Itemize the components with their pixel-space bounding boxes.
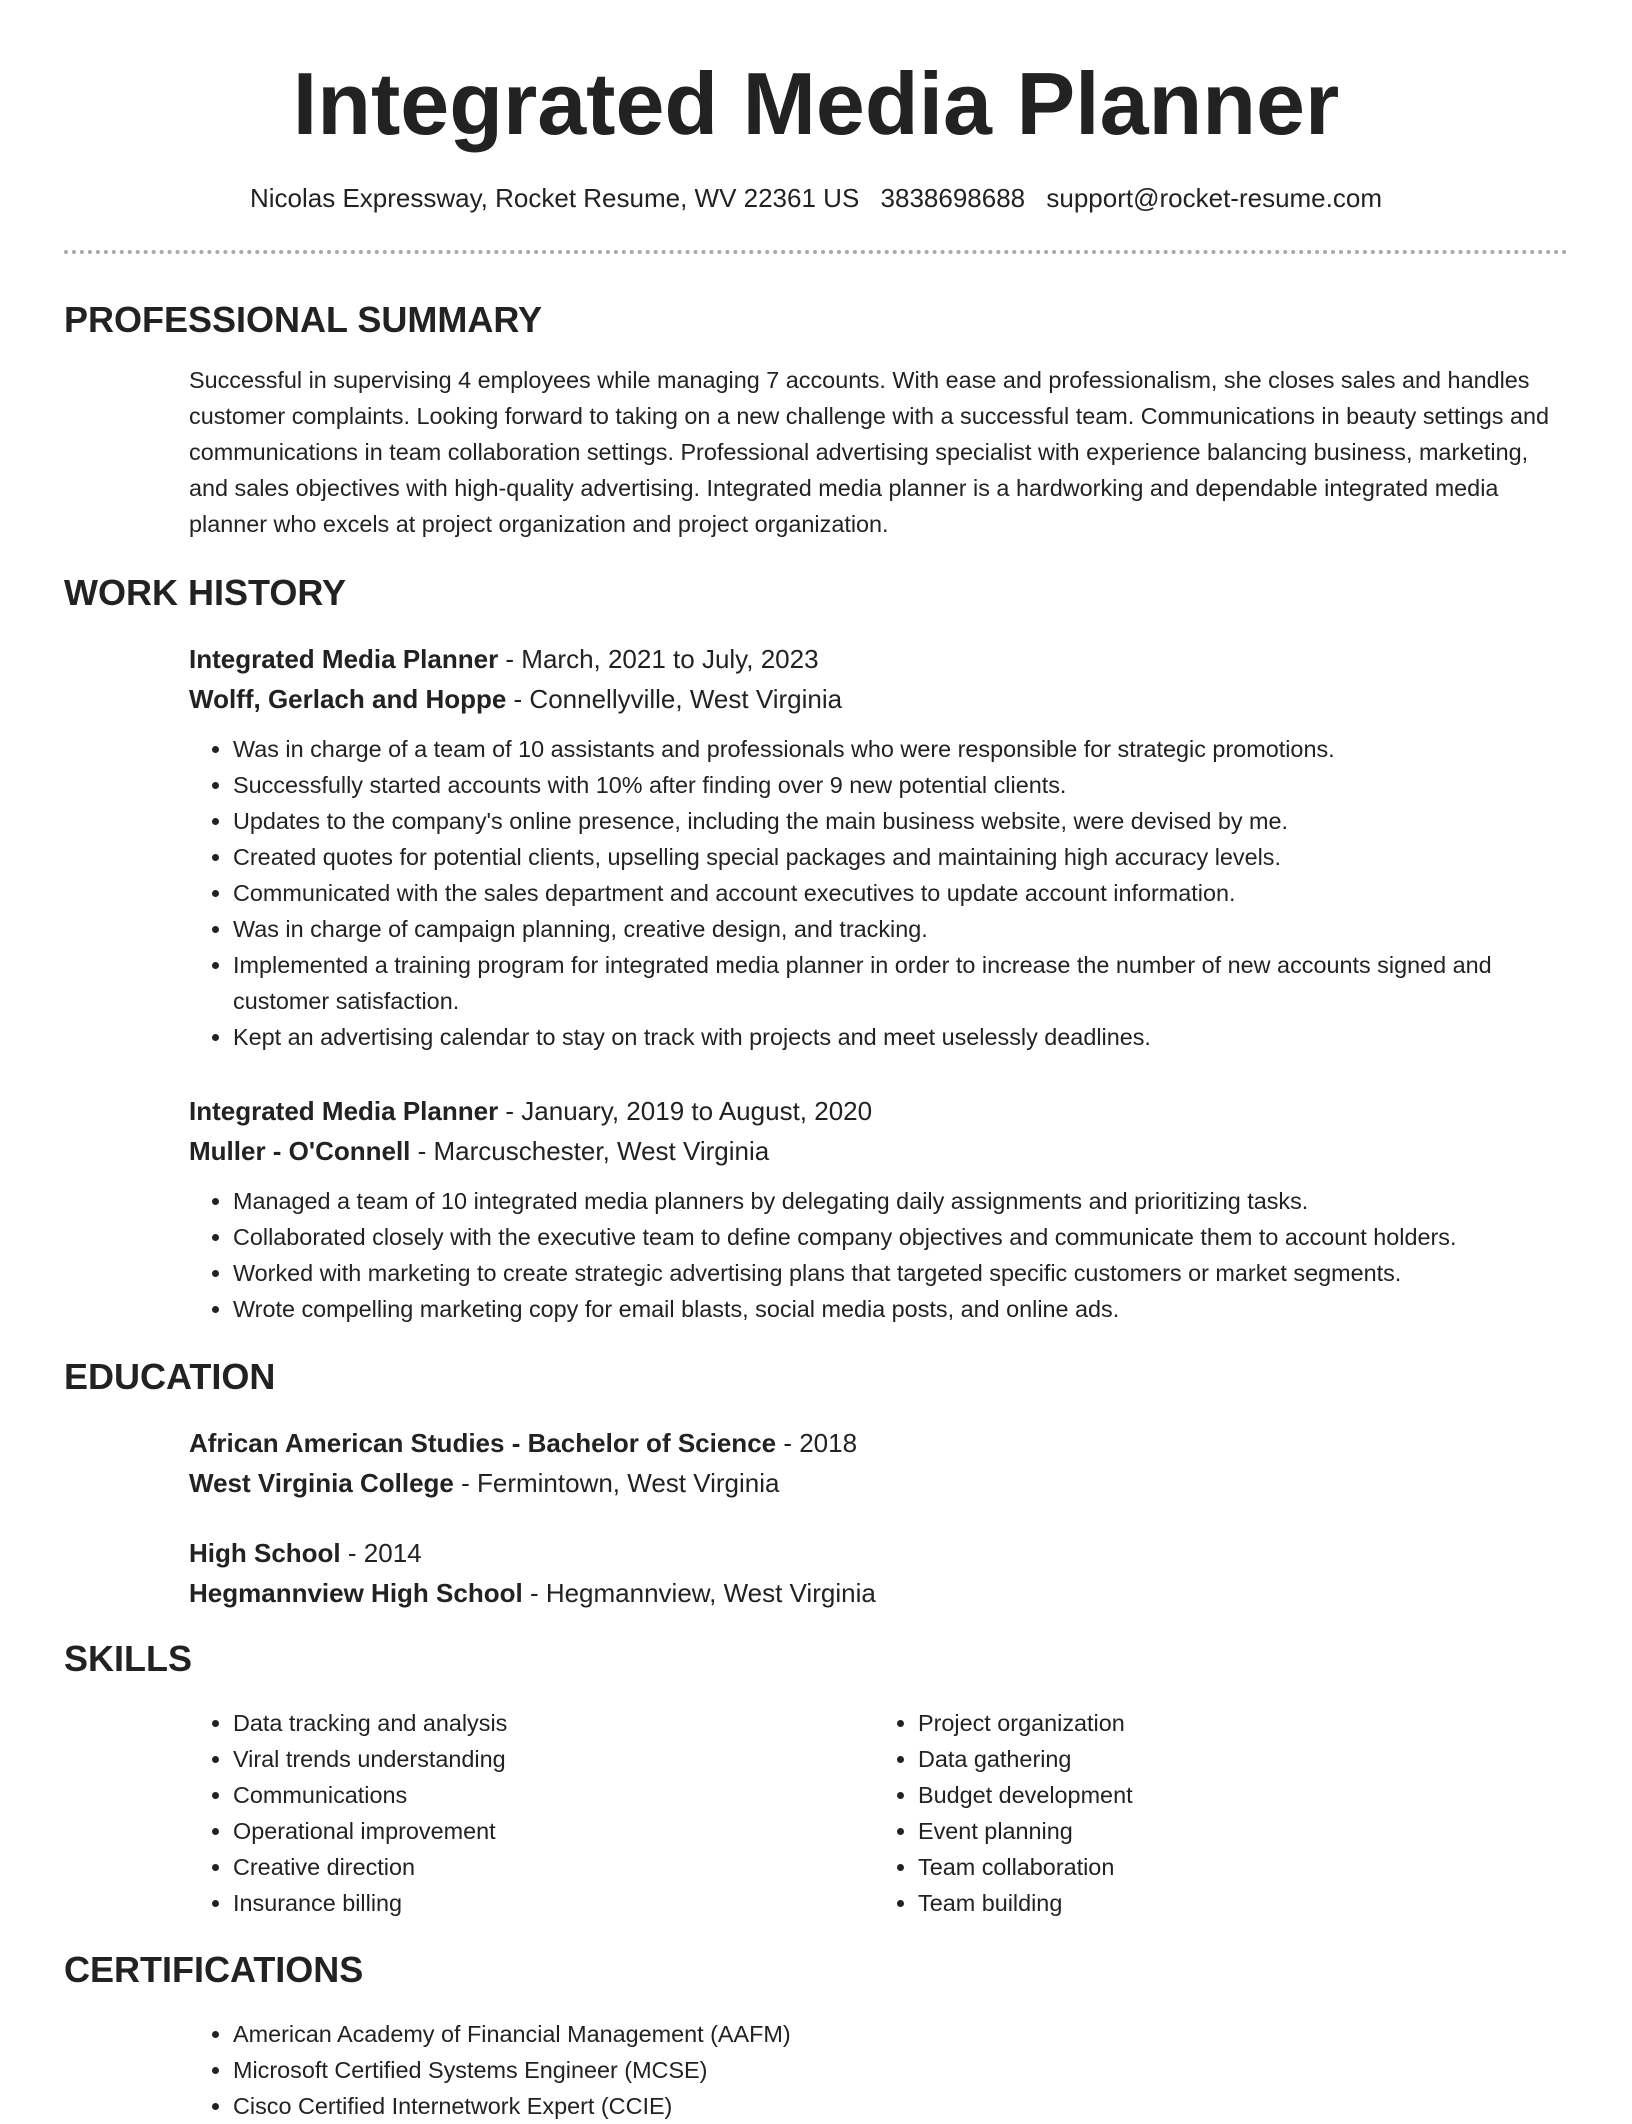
certifications-block <box>189 2016 1559 2124</box>
skills-grid <box>189 1705 1559 1921</box>
list-item: • Collaborated closely with the executive team to define company objectives and communicate them to account holders. <box>233 1219 1559 1255</box>
skill-item: • Communications <box>233 1777 874 1813</box>
education-school: West Virginia College <box>189 1468 454 1498</box>
skill-item: • Data tracking and analysis <box>233 1705 874 1741</box>
job-company-line <box>189 679 1559 719</box>
list-item: • Worked with marketing to create strategic advertising plans that targeted specific customers or market segments. <box>233 1255 1559 1291</box>
job-entry-2 <box>189 1091 1559 1327</box>
skill-item: • Operational improvement <box>233 1813 874 1849</box>
list-item: • Was in charge of campaign planning, creative design, and tracking. <box>233 911 1559 947</box>
job-title-line <box>189 1091 1559 1131</box>
skill-item: • Creative direction <box>233 1849 874 1885</box>
education-degree-line <box>189 1533 1559 1573</box>
skill-item: • Project organization <box>918 1705 1559 1741</box>
job-title: Integrated Media Planner <box>189 1096 499 1126</box>
certifications-list <box>189 2016 1559 2124</box>
job-company: Wolff, Gerlach and Hoppe <box>189 684 507 714</box>
contact-line <box>0 180 1632 216</box>
job-location: - Connellyville, West Virginia <box>506 684 843 714</box>
header-divider <box>64 250 1568 254</box>
job-bullets <box>189 731 1559 1055</box>
list-item: • Updates to the company's online presence, including the main business website, were devised by me. <box>233 803 1559 839</box>
job-dates: - March, 2021 to July, 2023 <box>498 644 819 674</box>
skills-heading: SKILLS <box>64 1638 193 1679</box>
education-entry-2 <box>189 1533 1559 1613</box>
skills-list-right <box>874 1705 1559 1921</box>
summary-text: Successful in supervising 4 employees while managing 7 accounts. With ease and professionalism, she closes sales and handles customer complaints. Looking forward to taking on a new challenge with a successful team. Communications in beauty settings and communications in team collaboration settings. Professional advertising specialist with experience balancing business, marketing, and sales objectives with high-quality advertising. Integrated media planner is a hardworking and dependable integrated media planner who excels at project organization and project organization. <box>189 367 1549 537</box>
contact-address: Nicolas Expressway, Rocket Resume, WV 22361 US <box>249 183 860 213</box>
list-item: • Kept an advertising calendar to stay on track with projects and meet uselessly deadlines. <box>233 1019 1559 1055</box>
job-dates: - January, 2019 to August, 2020 <box>498 1096 873 1126</box>
education-degree: African American Studies - Bachelor of Science <box>189 1428 777 1458</box>
contact-email: support@rocket-resume.com <box>1046 183 1382 213</box>
education-degree: High School <box>189 1538 341 1568</box>
certification-item: • American Academy of Financial Management (AAFM) <box>233 2016 1559 2052</box>
education-location: - Fermintown, West Virginia <box>453 1468 780 1498</box>
skill-item: • Team collaboration <box>918 1849 1559 1885</box>
skill-item: • Event planning <box>918 1813 1559 1849</box>
skill-item: • Viral trends understanding <box>233 1741 874 1777</box>
job-company-line <box>189 1131 1559 1171</box>
list-item: • Implemented a training program for integrated media planner in order to increase the number of new accounts signed and customer satisfaction. <box>233 947 1559 1019</box>
skill-item: • Team building <box>918 1885 1559 1921</box>
certifications-heading: CERTIFICATIONS <box>64 1949 364 1990</box>
skill-item: • Data gathering <box>918 1741 1559 1777</box>
contact-phone: 3838698688 <box>880 183 1026 213</box>
list-item: • Was in charge of a team of 10 assistants and professionals who were responsible for strategic promotions. <box>233 731 1559 767</box>
work-history-heading: WORK HISTORY <box>64 572 347 613</box>
education-school-line <box>189 1573 1559 1613</box>
education-school: Hegmannview High School <box>189 1578 523 1608</box>
education-year: - 2014 <box>340 1538 422 1568</box>
certification-item: • Cisco Certified Internetwork Expert (CCIE) <box>233 2088 1559 2124</box>
list-item: • Wrote compelling marketing copy for email blasts, social media posts, and online ads. <box>233 1291 1559 1327</box>
education-school-line <box>189 1463 1559 1503</box>
skills-list-left <box>189 1705 874 1921</box>
list-item: • Successfully started accounts with 10% after finding over 9 new potential clients. <box>233 767 1559 803</box>
list-item: • Managed a team of 10 integrated media planners by delegating daily assignments and prioritizing tasks. <box>233 1183 1559 1219</box>
education-heading: EDUCATION <box>64 1356 276 1397</box>
education-location: - Hegmannview, West Virginia <box>522 1578 876 1608</box>
education-year: - 2018 <box>776 1428 858 1458</box>
list-item: • Communicated with the sales department and account executives to update account information. <box>233 875 1559 911</box>
summary-heading: PROFESSIONAL SUMMARY <box>64 299 543 340</box>
skill-item: • Budget development <box>918 1777 1559 1813</box>
job-bullets <box>189 1183 1559 1327</box>
job-title-line <box>189 639 1559 679</box>
job-title: Integrated Media Planner <box>189 644 499 674</box>
job-company: Muller - O'Connell <box>189 1136 411 1166</box>
education-entry-1 <box>189 1423 1559 1503</box>
job-entry-1 <box>189 639 1559 1055</box>
skill-item: • Insurance billing <box>233 1885 874 1921</box>
job-location: - Marcuschester, West Virginia <box>410 1136 770 1166</box>
resume-title: Integrated Media Planner <box>292 54 1340 153</box>
education-degree-line <box>189 1423 1559 1463</box>
certification-item: • Microsoft Certified Systems Engineer (MCSE) <box>233 2052 1559 2088</box>
list-item: • Created quotes for potential clients, upselling special packages and maintaining high accuracy levels. <box>233 839 1559 875</box>
